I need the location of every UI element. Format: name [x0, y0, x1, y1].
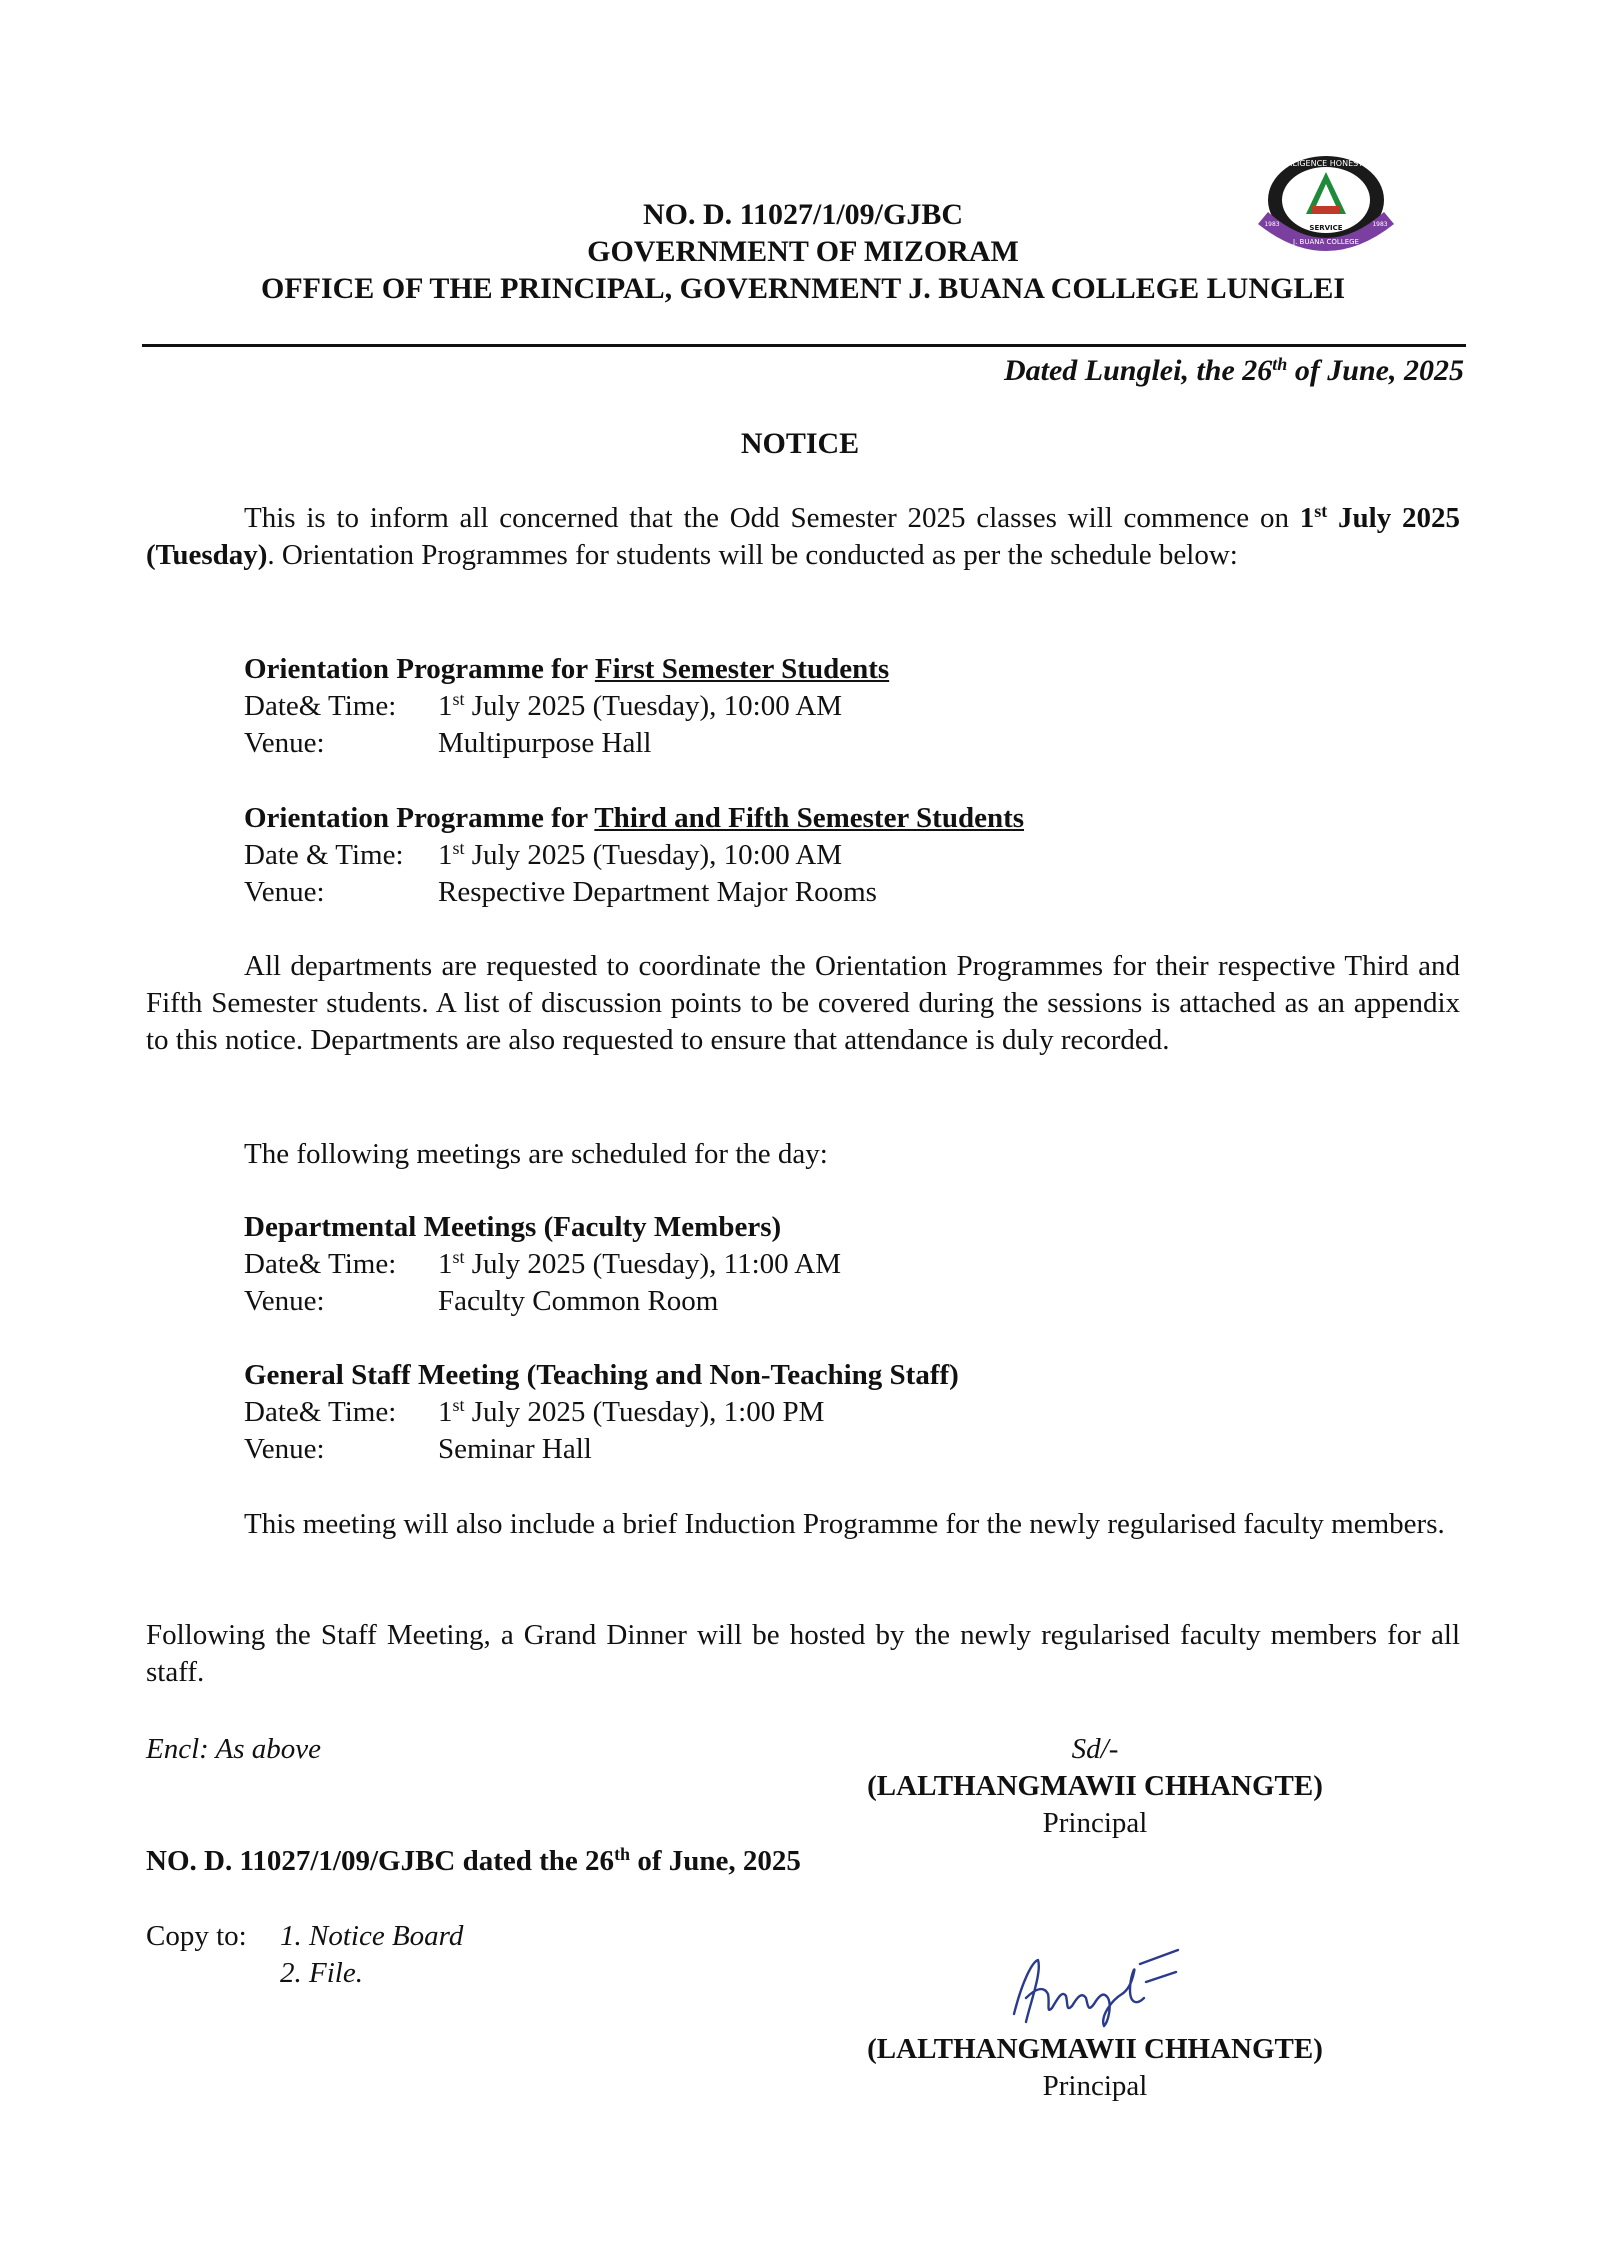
orientation-first-datetime: Date& Time: 1st July 2025 (Tuesday), 10:00 AM	[244, 689, 843, 722]
orientation-first-venue: Venue: Multipurpose Hall	[244, 727, 652, 759]
seal-year-right: 1983	[1372, 221, 1388, 228]
departmental-meeting	[244, 1209, 1460, 1320]
orientation-first-title: Orientation Programme for First Semester Students	[244, 653, 890, 685]
government-name: GOVERNMENT OF MIZORAM	[587, 235, 1019, 268]
enclosure-note: Encl: As above	[146, 1733, 322, 1765]
handwritten-signature	[1008, 1942, 1184, 2034]
principal-name-2: (LALTHANGMAWII CHHANGTE)	[867, 2033, 1323, 2065]
seal-middle-text: SERVICE	[1309, 224, 1343, 232]
letterhead	[146, 196, 1460, 307]
departmental-meeting-venue: Venue: Faculty Common Room	[244, 1285, 719, 1317]
seal-year-left: 1983	[1264, 221, 1280, 228]
copy-to-item: 1. Notice Board	[280, 1920, 464, 1952]
header-divider	[142, 344, 1466, 347]
principal-name-1: (LALTHANGMAWII CHHANGTE)	[867, 1770, 1323, 1802]
sd-mark: Sd/-	[1071, 1733, 1119, 1765]
copy-to-label: Copy to:	[146, 1920, 247, 1952]
general-staff-meeting-venue: Venue: Seminar Hall	[244, 1433, 592, 1465]
meetings-intro: The following meetings are scheduled for the day:	[244, 1138, 828, 1170]
orientation-third-fifth-venue: Venue: Respective Department Major Rooms	[244, 876, 877, 908]
dated-line: Dated Lunglei, the 26th of June, 2025	[1003, 354, 1464, 387]
copy-to-list	[146, 1918, 463, 1992]
general-staff-meeting-datetime: Date& Time: 1st July 2025 (Tuesday), 1:00 PM	[244, 1395, 825, 1428]
office-name: OFFICE OF THE PRINCIPAL, GOVERNMENT J. BUANA COLLEGE LUNGLEI	[260, 272, 1346, 305]
orientation-third-fifth-title: Orientation Programme for Third and Fifth Semester Students	[244, 802, 1025, 834]
orientation-third-fifth-datetime: Date & Time: 1st July 2025 (Tuesday), 10:00 AM	[244, 838, 843, 871]
copy-reference: NO. D. 11027/1/09/GJBC dated the 26th of June, 2025	[146, 1844, 801, 1877]
intro-paragraph: This is to inform all concerned that the Odd Semester 2025 classes will commence on 1st July 2025 (Tuesday). Orientation Programmes for students will be conducted as per the schedule below:	[146, 501, 1460, 571]
principal-designation-2: Principal	[1042, 2070, 1148, 2102]
dinner-paragraph: Following the Staff Meeting, a Grand Dinner will be hosted by the newly regularised faculty members for all staff.	[146, 1619, 1460, 1688]
seal-top-text: DILIGENCE HONESTY	[1284, 159, 1368, 168]
orientation-first-semester	[244, 651, 1460, 762]
notice-title: NOTICE	[740, 427, 860, 460]
signature-block-2	[790, 2031, 1400, 2105]
induction-paragraph: This meeting will also include a brief Induction Programme for the newly regularised faculty members.	[244, 1508, 1445, 1540]
departmental-meeting-title: Departmental Meetings (Faculty Members)	[244, 1211, 782, 1243]
signature-block-1	[790, 1731, 1400, 1842]
copy-to-item: 2. File.	[280, 1957, 363, 1989]
reference-number: NO. D. 11027/1/09/GJBC	[642, 198, 964, 231]
general-staff-meeting-title: General Staff Meeting (Teaching and Non-Teaching Staff)	[244, 1359, 959, 1391]
departmental-meeting-datetime: Date& Time: 1st July 2025 (Tuesday), 11:00 AM	[244, 1247, 842, 1280]
departments-paragraph: All departments are requested to coordinate the Orientation Programmes for their respective Third and Fifth Semester students. A list of discussion points to be covered during the sessions is attached as an appendix to this notice. Departments are also requested to ensure that attendance is duly recorded.	[146, 950, 1460, 1056]
seal-bottom-text: J. BUANA COLLEGE	[1293, 238, 1359, 246]
principal-designation-1: Principal	[1042, 1807, 1148, 1839]
general-staff-meeting	[244, 1357, 1460, 1468]
orientation-third-fifth-semester	[244, 800, 1460, 911]
